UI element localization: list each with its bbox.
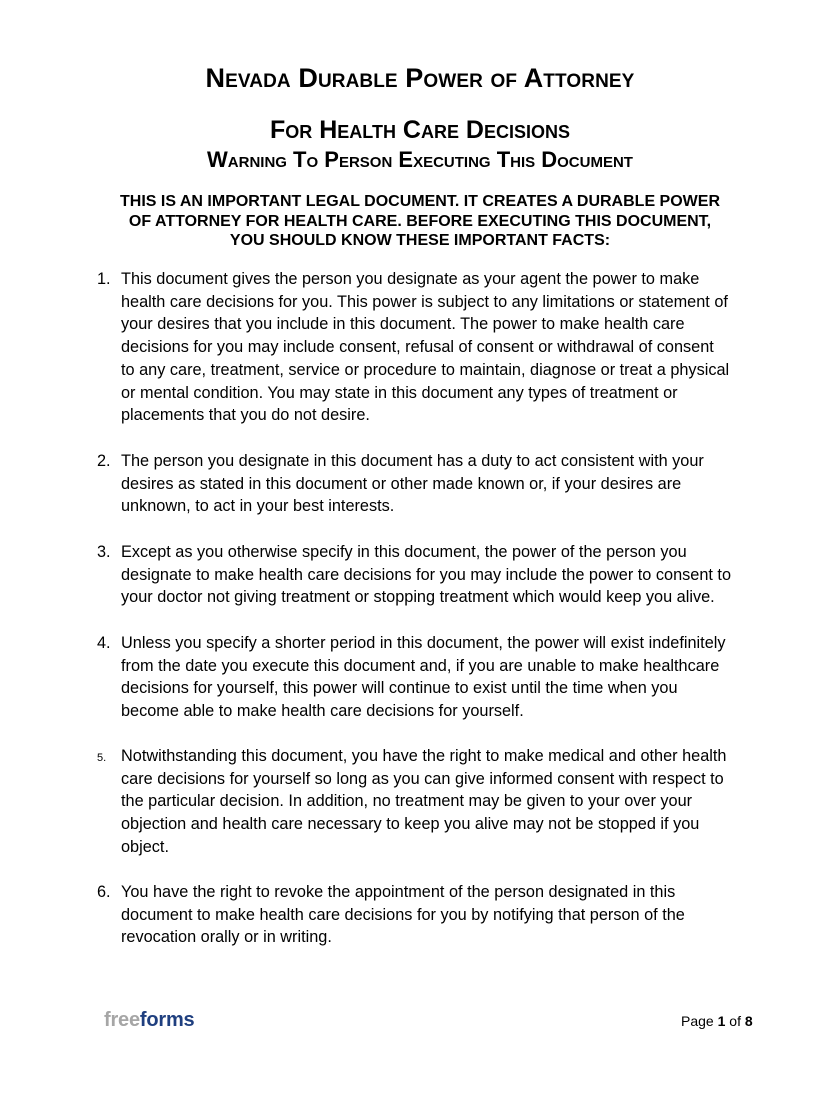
freeforms-logo (104, 1008, 194, 1032)
item-line: become able to make health care decisions for yourself. (121, 702, 524, 721)
item-line: the particular decision. In addition, no treatment may be given to your over your (121, 792, 693, 811)
item-line: your doctor not giving treatment or stopping treatment which would keep you alive. (121, 588, 715, 607)
item-line: decisions for yourself, this power will continue to exist until the time when you (121, 679, 678, 698)
item-line: from the date you execute this document and, if you are unable to make healthcare (121, 656, 720, 675)
item-line: Except as you otherwise specify in this document, the power of the person you (121, 543, 687, 561)
item-line: designate to make health care decisions for you may include the power to consent to (121, 565, 731, 584)
item-line: Notwithstanding this document, you have the right to make medical and other health (121, 747, 727, 765)
item-line: revocation orally or in writing. (121, 928, 332, 947)
document-title: Nevada Durable Power of Attorney (205, 63, 635, 93)
item-line: health care decisions for you. This power is subject to any limitations or statement of (121, 292, 728, 311)
item-line: decisions for you may include consent, refusal of consent or withdrawal of consent (121, 338, 714, 357)
item-number: 2. (97, 452, 111, 470)
item-line: document to make health care decisions for you by notifying that person of the (121, 905, 685, 924)
item-line: care decisions for yourself so long as you can give informed consent with respect to (121, 769, 724, 788)
item-text (121, 541, 761, 609)
logo-free-text: free (104, 1009, 140, 1031)
item-number: 4. (97, 634, 111, 652)
intro-line: YOU SHOULD KNOW THESE IMPORTANT FACTS: (229, 232, 611, 249)
item-line: This document gives the person you designate as your agent the power to make (121, 270, 700, 288)
item-line: Unless you specify a shorter period in this document, the power will exist indefinitely (121, 634, 726, 652)
item-line: placements that you do not desire. (121, 406, 370, 425)
item-text (121, 268, 761, 427)
item-line: to any care, treatment, service or procedure to maintain, diagnose or treat a physical (121, 360, 730, 379)
item-text (121, 632, 761, 723)
item-line: your desires that you include in this document. The power to make health care (121, 315, 685, 334)
item-text (121, 881, 761, 949)
item-number: 6. (97, 883, 111, 901)
item-line: objection and health care necessary to keep you alive may not be stopped if you (121, 815, 700, 834)
page-total: 8 (744, 1013, 753, 1029)
intro-line: OF ATTORNEY FOR HEALTH CARE. BEFORE EXECUTING THIS DOCUMENT, (128, 212, 712, 230)
item-text (121, 450, 761, 518)
item-number: 5. (97, 752, 107, 764)
document-subtitle: For Health Care Decisions (270, 116, 570, 144)
warning-intro (80, 192, 760, 251)
item-number: 1. (97, 270, 111, 288)
warning-heading: Warning To Person Executing This Document (207, 147, 633, 172)
page-number (681, 1012, 753, 1030)
item-line: The person you designate in this document has a duty to act consistent with your (121, 452, 704, 470)
item-line: unknown, to act in your best interests. (121, 497, 395, 516)
page-label: Page (681, 1013, 714, 1029)
item-line: desires as stated in this document or other made known or, if your desires are (121, 474, 682, 493)
logo-forms-text: forms (139, 1009, 195, 1031)
item-number: 3. (97, 543, 111, 561)
item-text (121, 745, 761, 859)
item-line: object. (121, 837, 169, 856)
page-of: of (729, 1013, 741, 1029)
page-current: 1 (717, 1013, 726, 1029)
item-line: You have the right to revoke the appointment of the person designated in this (121, 883, 676, 901)
intro-line: THIS IS AN IMPORTANT LEGAL DOCUMENT. IT CREATES A DURABLE POWER (120, 193, 720, 210)
item-line: or mental condition. You may state in this document any types of treatment or (121, 383, 678, 402)
